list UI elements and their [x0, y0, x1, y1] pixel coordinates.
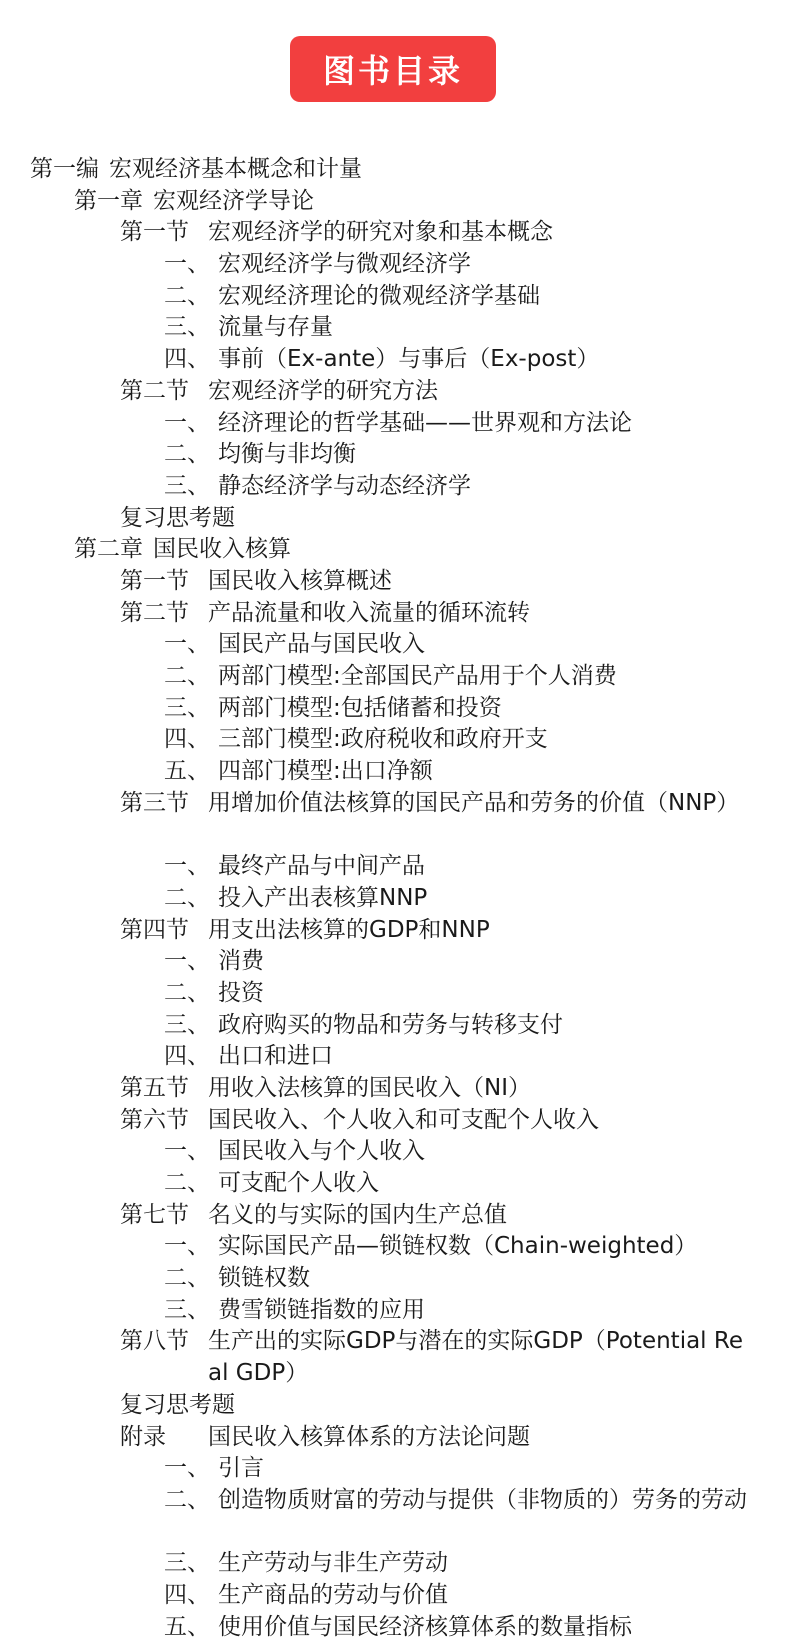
toc-entry — [0, 724, 790, 756]
toc-entry-prefix: 一、 — [164, 948, 210, 975]
toc-entry-prefix: 三、 — [164, 1550, 210, 1577]
toc-entry-title: 用增加价值法核算的国民产品和劳务的价值（NNP） — [208, 789, 740, 816]
page-title: 图书目录 — [322, 52, 463, 90]
toc-entry — [0, 534, 790, 566]
toc-entry-prefix: 一、 — [164, 251, 210, 278]
toc-entry — [0, 1200, 790, 1232]
toc-entry — [0, 408, 790, 440]
toc-entry — [0, 598, 790, 630]
toc-entry — [0, 503, 790, 535]
toc-entry-title: 可支配个人收入 — [218, 1170, 379, 1197]
toc-entry — [0, 1041, 790, 1073]
toc-entry — [0, 1231, 790, 1263]
toc-entry-prefix: 第一节 — [120, 567, 189, 594]
toc-entry-title: 国民收入与个人收入 — [218, 1138, 425, 1165]
toc-entry-prefix: 第一编 — [30, 156, 99, 182]
toc-entry-prefix: 三、 — [164, 314, 210, 341]
toc-entry-title: 经济理论的哲学基础——世界观和方法论 — [218, 409, 632, 436]
toc-entry-title: 国民收入、个人收入和可支配个人收入 — [208, 1106, 599, 1133]
toc-entry-title: 事前（Ex-ante）与事后（Ex-post） — [218, 346, 600, 373]
toc-entry-prefix: 二、 — [164, 282, 210, 309]
toc-entry-prefix: 第三节 — [120, 789, 189, 816]
toc-entry-title: 宏观经济学导论 — [153, 187, 314, 214]
toc-entry-title: 生产出的实际GDP与潜在的实际GDP（Potential Real GDP） — [208, 1328, 743, 1387]
toc-entry-prefix: 第四节 — [120, 916, 189, 943]
toc-entry — [0, 312, 790, 344]
toc-entry-title: 产品流量和收入流量的循环流转 — [208, 599, 530, 626]
toc-entry-title: 用支出法核算的GDP和NNP — [208, 916, 490, 943]
toc-entry-prefix: 附录 — [120, 1423, 166, 1450]
toc-entry — [0, 1295, 790, 1327]
toc-entry-prefix: 一、 — [164, 631, 210, 658]
toc-entry-title: 国民收入核算体系的方法论问题 — [208, 1423, 530, 1450]
toc-entry — [0, 1485, 790, 1548]
page-title-badge — [290, 36, 496, 102]
toc-entry-title: 宏观经济学的研究对象和基本概念 — [208, 219, 553, 246]
toc-entry-prefix: 第六节 — [120, 1106, 189, 1133]
toc-entry-prefix: 一、 — [164, 409, 210, 436]
toc-entry — [0, 915, 790, 947]
toc-entry-prefix: 二、 — [164, 1170, 210, 1197]
toc-entry-title: 费雪锁链指数的应用 — [218, 1296, 425, 1323]
toc-entry-title: 宏观经济基本概念和计量 — [109, 156, 362, 182]
toc-entry-title: 最终产品与中间产品 — [218, 853, 425, 880]
toc-entry-title: 国民收入核算概述 — [208, 567, 392, 594]
toc-entry-prefix: 一、 — [164, 1455, 210, 1482]
toc-entry-title: 使用价值与国民经济核算体系的数量指标 — [218, 1613, 632, 1640]
toc-entry-prefix: 一、 — [164, 1233, 210, 1260]
toc-entry — [0, 629, 790, 661]
toc-entry-prefix: 一、 — [164, 1138, 210, 1165]
toc-entry — [0, 1422, 790, 1454]
toc-entry — [0, 1390, 790, 1422]
table-of-contents — [0, 154, 790, 1643]
toc-entry-prefix: 三、 — [164, 1011, 210, 1038]
toc-entry — [0, 946, 790, 978]
toc-entry-prefix: 四、 — [164, 726, 210, 753]
toc-entry-prefix: 第一章 — [74, 187, 143, 214]
toc-entry-prefix: 二、 — [164, 979, 210, 1006]
toc-entry-prefix: 二、 — [164, 884, 210, 911]
toc-entry-title: 流量与存量 — [218, 314, 333, 341]
toc-entry — [0, 1010, 790, 1042]
toc-entry-prefix: 四、 — [164, 1043, 210, 1070]
toc-entry-prefix: 第二章 — [74, 536, 143, 563]
toc-entry-title: 复习思考题 — [120, 504, 235, 531]
toc-entry-title: 名义的与实际的国内生产总值 — [208, 1201, 507, 1228]
toc-entry — [0, 1453, 790, 1485]
toc-entry-title: 用收入法核算的国民收入（NI） — [208, 1074, 531, 1101]
toc-entry — [0, 186, 790, 218]
toc-entry-title: 引言 — [218, 1455, 264, 1482]
toc-entry — [0, 1612, 790, 1644]
toc-entry-prefix: 第二节 — [120, 599, 189, 626]
toc-entry-title: 锁链权数 — [218, 1265, 310, 1292]
toc-entry — [0, 788, 790, 851]
toc-entry-title: 宏观经济理论的微观经济学基础 — [218, 282, 540, 309]
toc-entry — [0, 217, 790, 249]
toc-entry — [0, 1580, 790, 1612]
toc-entry-title: 国民收入核算 — [153, 536, 291, 563]
toc-entry — [0, 1548, 790, 1580]
toc-entry-prefix: 一、 — [164, 853, 210, 880]
toc-entry-title: 三部门模型:政府税收和政府开支 — [218, 726, 548, 753]
toc-entry-prefix: 三、 — [164, 1296, 210, 1323]
toc-entry — [0, 1263, 790, 1295]
toc-entry-prefix: 第七节 — [120, 1201, 189, 1228]
toc-entry — [0, 1136, 790, 1168]
toc-entry — [0, 883, 790, 915]
toc-entry — [0, 249, 790, 281]
toc-entry-prefix: 第二节 — [120, 377, 189, 404]
toc-entry-title: 生产劳动与非生产劳动 — [218, 1550, 448, 1577]
toc-entry-prefix: 第八节 — [120, 1328, 189, 1355]
toc-entry-title: 均衡与非均衡 — [218, 441, 356, 468]
toc-entry-prefix: 二、 — [164, 441, 210, 468]
toc-entry-title: 创造物质财富的劳动与提供（非物质的）劳务的劳动 — [218, 1486, 747, 1513]
toc-entry-title: 政府购买的物品和劳务与转移支付 — [218, 1011, 563, 1038]
toc-entry-prefix: 三、 — [164, 694, 210, 721]
toc-entry-prefix: 四、 — [164, 346, 210, 373]
toc-entry-prefix: 五、 — [164, 758, 210, 785]
toc-entry-title: 实际国民产品—锁链权数（Chain-weighted） — [218, 1233, 698, 1260]
toc-entry-title: 宏观经济学的研究方法 — [208, 377, 438, 404]
toc-entry-title: 投入产出表核算NNP — [218, 884, 428, 911]
toc-entry-prefix: 二、 — [164, 663, 210, 689]
toc-entry — [0, 471, 790, 503]
toc-entry — [0, 756, 790, 788]
toc-entry-prefix: 四、 — [164, 1581, 210, 1608]
toc-entry — [0, 1073, 790, 1105]
toc-entry-title: 消费 — [218, 948, 264, 975]
toc-entry-prefix: 五、 — [164, 1613, 210, 1640]
toc-entry — [0, 154, 790, 186]
toc-entry — [0, 566, 790, 598]
toc-entry — [0, 693, 790, 725]
toc-entry — [0, 1168, 790, 1200]
toc-entry-prefix: 二、 — [164, 1265, 210, 1292]
toc-entry-title: 四部门模型:出口净额 — [218, 758, 433, 785]
toc-entry-title: 生产商品的劳动与价值 — [218, 1581, 448, 1608]
toc-entry-title: 国民产品与国民收入 — [218, 631, 425, 658]
toc-entry-prefix: 二、 — [164, 1486, 210, 1513]
toc-entry-title: 两部门模型:包括储蓄和投资 — [218, 694, 502, 721]
toc-entry — [0, 1105, 790, 1137]
toc-entry-title: 投资 — [218, 979, 264, 1006]
toc-entry-title: 静态经济学与动态经济学 — [218, 472, 471, 499]
toc-entry — [0, 439, 790, 471]
toc-entry-title: 复习思考题 — [120, 1391, 235, 1418]
toc-entry — [0, 281, 790, 313]
toc-entry — [0, 1326, 790, 1389]
toc-entry — [0, 344, 790, 376]
toc-entry-prefix: 三、 — [164, 472, 210, 499]
toc-entry-prefix: 第五节 — [120, 1074, 189, 1101]
toc-entry — [0, 376, 790, 408]
toc-entry-title: 两部门模型:全部国民产品用于个人消费 — [218, 663, 617, 689]
toc-entry — [0, 978, 790, 1010]
toc-entry-title: 出口和进口 — [218, 1043, 333, 1070]
toc-entry-title: 宏观经济学与微观经济学 — [218, 251, 471, 278]
toc-entry — [0, 851, 790, 883]
toc-entry — [0, 661, 790, 693]
toc-entry-prefix: 第一节 — [120, 219, 189, 246]
